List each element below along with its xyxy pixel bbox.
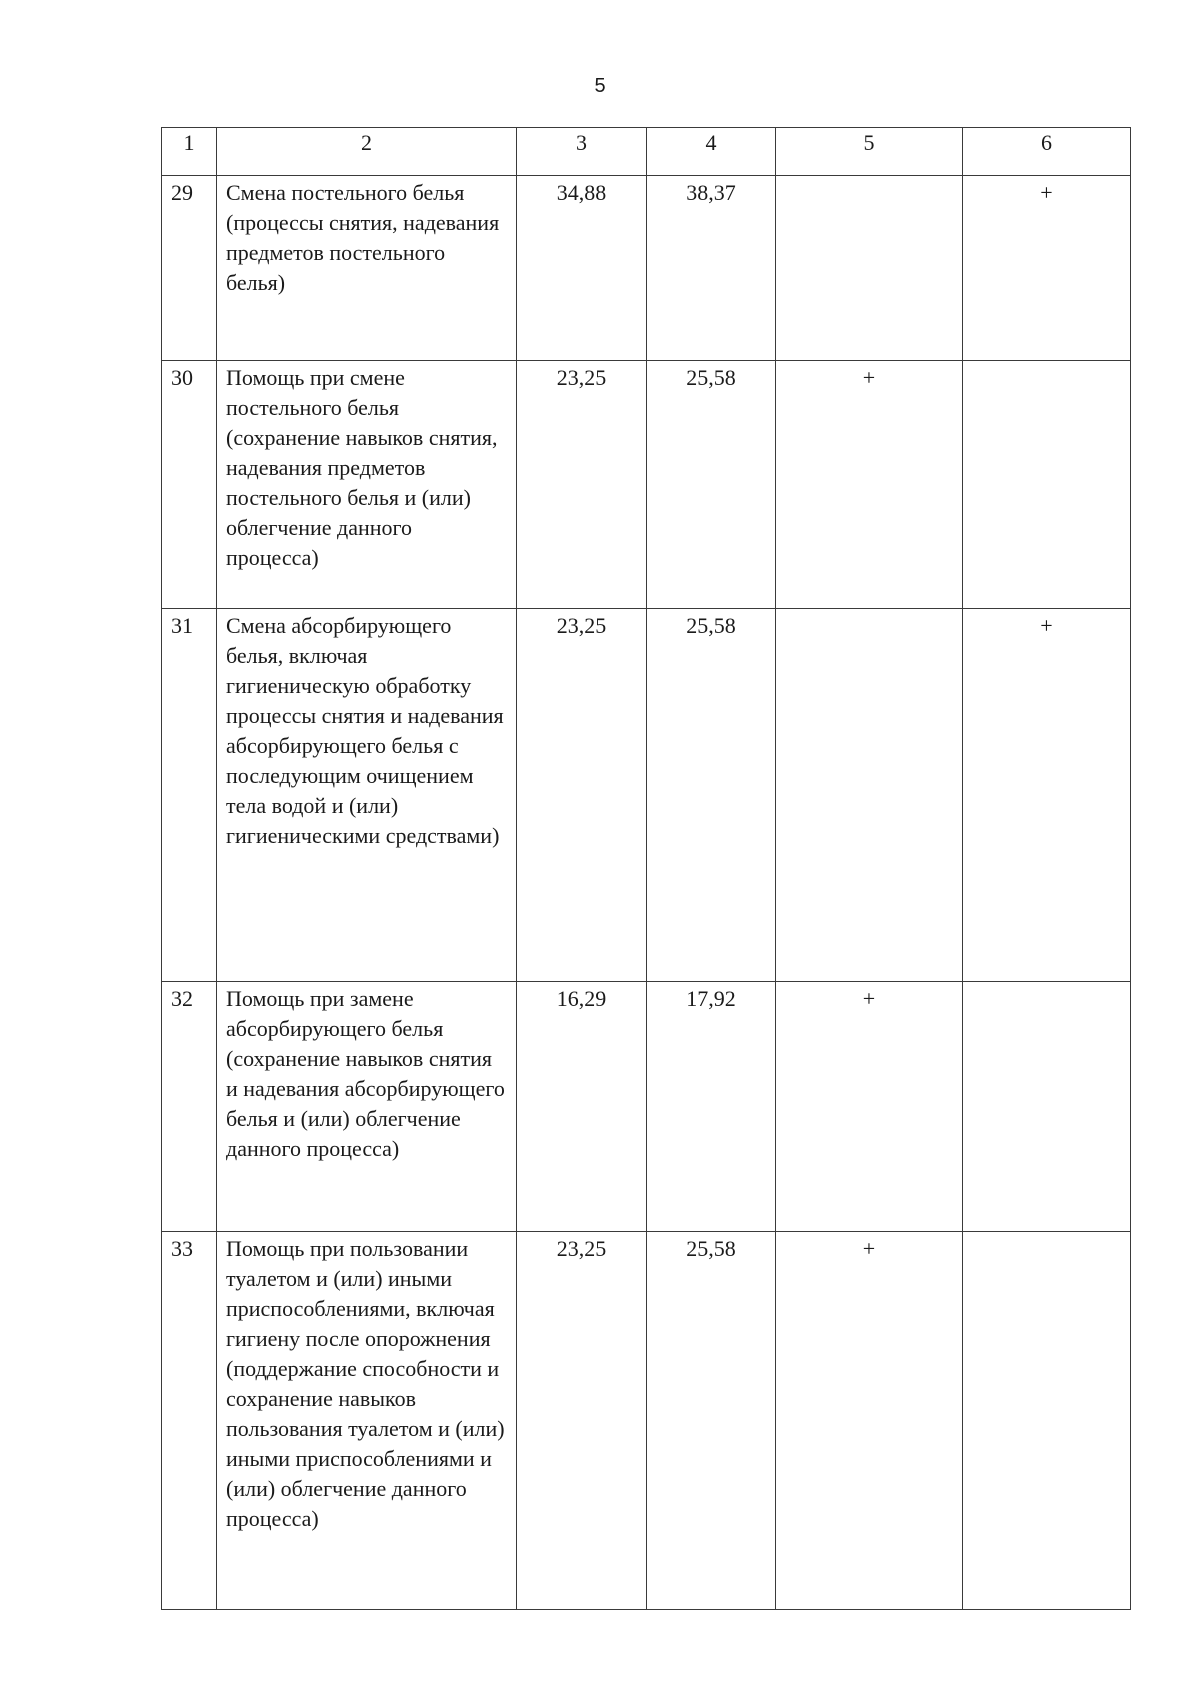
- mark-col6: [963, 982, 1131, 1232]
- row-number: 33: [162, 1232, 217, 1610]
- column-header: 1: [162, 128, 217, 176]
- table-header-row: [162, 128, 1131, 176]
- value-col3: 34,88: [517, 176, 647, 361]
- page-number: 5: [594, 75, 606, 97]
- table-row: [162, 982, 1131, 1232]
- table-row: [162, 176, 1131, 361]
- mark-col5: [776, 609, 963, 982]
- column-header: 4: [647, 128, 776, 176]
- service-description: Помощь при смене постельного белья (сохранение навыков снятия, надевания предметов постельного белья и (или) облегчение данного процесса): [217, 361, 517, 609]
- value-col4: 25,58: [647, 609, 776, 982]
- column-header: 6: [963, 128, 1131, 176]
- service-description: Помощь при замене абсорбирующего белья (сохранение навыков снятия и надевания абсорбирующего белья и (или) облегчение данного процесса): [217, 982, 517, 1232]
- row-number: 32: [162, 982, 217, 1232]
- value-col4: 25,58: [647, 1232, 776, 1610]
- row-number: 29: [162, 176, 217, 361]
- mark-col6: +: [963, 609, 1131, 982]
- table-row: [162, 361, 1131, 609]
- value-col4: 17,92: [647, 982, 776, 1232]
- table-row: [162, 609, 1131, 982]
- mark-col5: [776, 176, 963, 361]
- service-description: Помощь при пользовании туалетом и (или) иными приспособлениями, включая гигиену после опорожнения (поддержание способности и сохранение навыков пользования туалетом и (или) иными приспособлениями и (или) облегчение данного процесса): [217, 1232, 517, 1610]
- column-header: 2: [217, 128, 517, 176]
- value-col4: 25,58: [647, 361, 776, 609]
- service-description: Смена постельного белья (процессы снятия, надевания предметов постельного белья): [217, 176, 517, 361]
- mark-col6: +: [963, 176, 1131, 361]
- mark-col5: +: [776, 982, 963, 1232]
- table-row: [162, 1232, 1131, 1610]
- value-col3: 23,25: [517, 609, 647, 982]
- value-col3: 23,25: [517, 1232, 647, 1610]
- mark-col5: +: [776, 361, 963, 609]
- value-col3: 23,25: [517, 361, 647, 609]
- mark-col6: [963, 1232, 1131, 1610]
- column-header: 5: [776, 128, 963, 176]
- mark-col6: [963, 361, 1131, 609]
- column-header: 3: [517, 128, 647, 176]
- services-table: [161, 127, 1131, 1610]
- value-col4: 38,37: [647, 176, 776, 361]
- mark-col5: +: [776, 1232, 963, 1610]
- value-col3: 16,29: [517, 982, 647, 1232]
- row-number: 30: [162, 361, 217, 609]
- service-description: Смена абсорбирующего белья, включая гигиеническую обработку процессы снятия и надевания абсорбирующего белья с последующим очищением тела водой и (или) гигиеническими средствами): [217, 609, 517, 982]
- row-number: 31: [162, 609, 217, 982]
